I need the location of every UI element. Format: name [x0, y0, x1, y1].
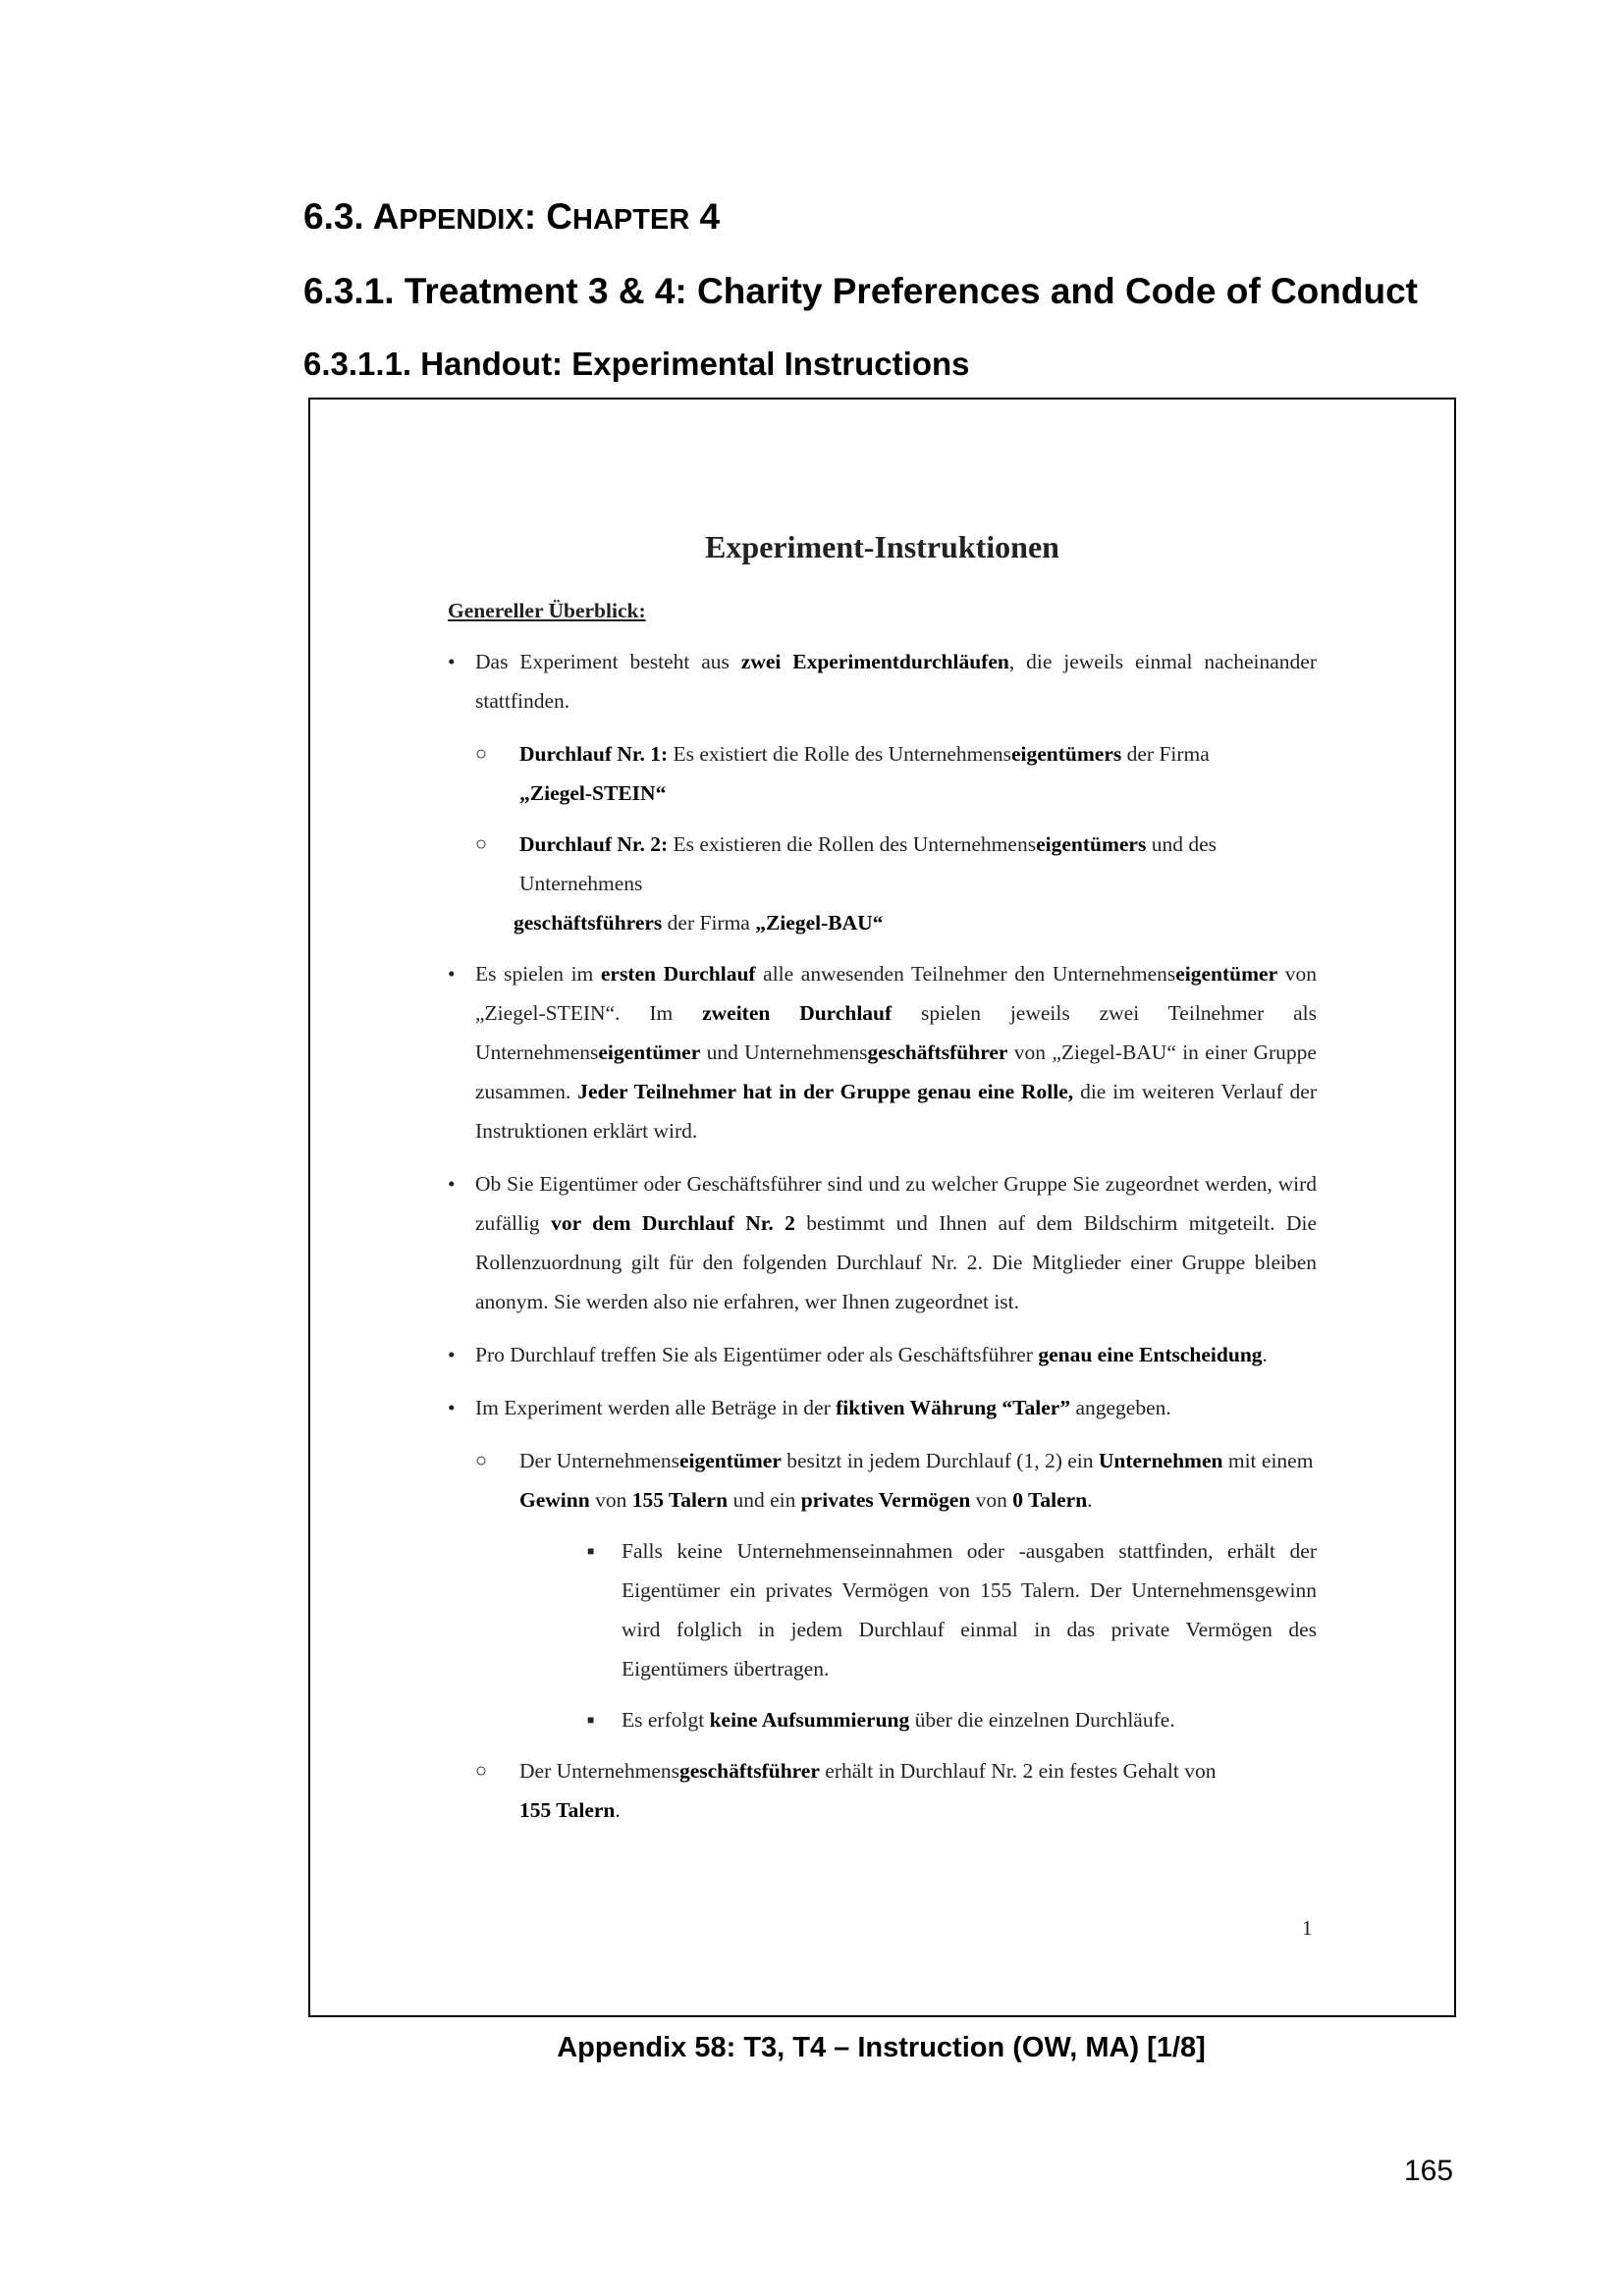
bullet-marker: •: [448, 1343, 456, 1366]
subsection-heading: 6.3.1. Treatment 3 & 4: Charity Preferences and Code of Conduct: [303, 271, 1418, 311]
section-heading: 6.3. APPENDIX: CHAPTER 4: [303, 196, 721, 237]
list-item: • Im Experiment werden alle Beträge in der fiktiven Währung “Taler” angegeben.: [448, 1388, 1317, 1427]
list-item: • Ob Sie Eigentümer oder Geschäftsführer sind und zu welcher Gruppe Sie zugeordnet werden, wird zufällig vor dem Durchlauf Nr. 2 bestimmt und Ihnen auf dem Bildschirm mitgeteilt. Die Rollenzuordnung gilt für den folgenden Durchlauf Nr. 2. Die Mitglieder einer Gruppe bleiben anonym. Sie werden also nie erfahren, wer Ihnen zugeordnet ist.: [448, 1164, 1317, 1321]
handout-page-number: 1: [1302, 1916, 1313, 1940]
list-item: ○ Der Unternehmenseigentümer besitzt in jedem Durchlauf (1, 2) ein Unternehmen mit einem Gewinn von 155 Talern und ein privates Vermögen von 0 Talern.: [448, 1441, 1317, 1520]
circle-marker: ○: [475, 743, 488, 765]
bullet-marker: •: [448, 962, 456, 986]
circle-marker: ○: [475, 1760, 488, 1782]
bullet-marker: •: [448, 1172, 456, 1196]
list-item: • Es spielen im ersten Durchlauf alle anwesenden Teilnehmer den Unternehmenseigentümer von „Ziegel-STEIN“. Im zweiten Durchlauf spielen jeweils zwei Teilnehmer als Unternehmenseigentümer und Unternehmensgeschäftsführer von „Ziegel-BAU“ in einer Gruppe zusammen. Jeder Teilnehmer hat in der Gruppe genau eine Rolle, die im weiteren Verlauf der Instruktionen erklärt wird.: [448, 954, 1317, 1150]
figure-caption: Appendix 58: T3, T4 – Instruction (OW, MA) [1/8]: [557, 2032, 1206, 2063]
subsubsection-heading: 6.3.1.1. Handout: Experimental Instructions: [303, 346, 970, 382]
instruction-handout-frame: [308, 398, 1456, 2017]
circle-marker: ○: [475, 833, 488, 855]
list-item: ○ Durchlauf Nr. 1: Es existiert die Rolle des Unternehmenseigentümers der Firma „Ziegel-STEIN“: [448, 734, 1317, 813]
square-marker: ■: [587, 1713, 595, 1727]
square-marker: ■: [587, 1544, 595, 1558]
list-item: • Pro Durchlauf treffen Sie als Eigentümer oder als Geschäftsführer genau eine Entscheidung.: [448, 1335, 1317, 1374]
bullet-marker: •: [448, 650, 456, 673]
page-number: 165: [1404, 2155, 1454, 2187]
list-item: ■ Falls keine Unternehmenseinnahmen oder -ausgaben stattfinden, erhält der Eigentümer ein privates Vermögen von 155 Talern. Der Unternehmensgewinn wird folglich in jedem Durchlauf einmal in das private Vermögen des Eigentümers übertragen.: [448, 1531, 1317, 1688]
handout-body: [448, 525, 1317, 1842]
list-item: ○ Der Unternehmensgeschäftsführer erhält in Durchlauf Nr. 2 ein festes Gehalt von 155 Talern.: [448, 1751, 1317, 1830]
list-item: ○ Durchlauf Nr. 2: Es existieren die Rollen des Unternehmenseigentümers und des Unternehmens geschäftsführers der Firma „Ziegel-BAU“: [448, 825, 1317, 942]
circle-marker: ○: [475, 1450, 488, 1471]
handout-subtitle: Genereller Überblick:: [448, 599, 646, 622]
list-item: • Das Experiment besteht aus zwei Experimentdurchläufen, die jeweils einmal nacheinander stattfinden.: [448, 642, 1317, 721]
handout-title: Experiment-Instruktionen: [705, 529, 1059, 564]
list-item: ■ Es erfolgt keine Aufsummierung über die einzelnen Durchläufe.: [448, 1700, 1317, 1739]
bullet-marker: •: [448, 1396, 456, 1419]
